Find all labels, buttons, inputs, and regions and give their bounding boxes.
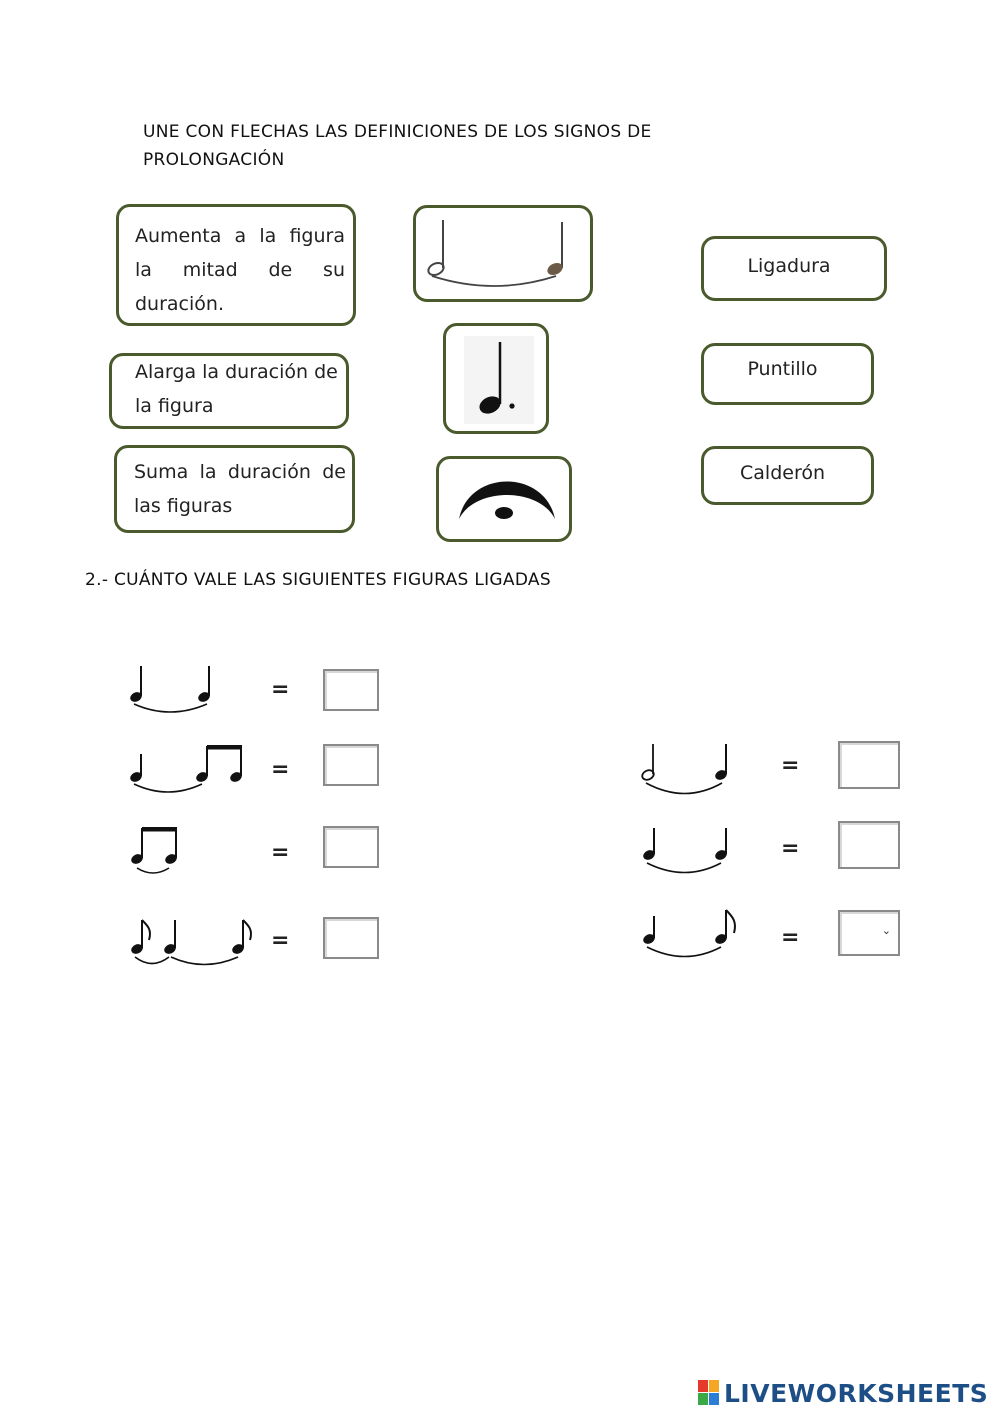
equals-sign: = bbox=[271, 677, 290, 702]
quarter-tied-quarter-icon bbox=[640, 826, 740, 878]
fermata-icon bbox=[439, 459, 575, 545]
symbol-box-dot[interactable] bbox=[443, 323, 549, 434]
answer-box-left-4[interactable] bbox=[323, 917, 379, 959]
instruction-line-1: UNE CON FLECHAS LAS DEFINICIONES DE LOS SIGNOS DE bbox=[143, 122, 652, 142]
eighth-quarter-tied-eighth-icon bbox=[128, 914, 258, 972]
answer-box-right-1[interactable] bbox=[838, 741, 900, 789]
definition-1-line-2: la mitad de su bbox=[135, 259, 345, 281]
half-tied-quarter-icon bbox=[640, 742, 740, 798]
answer-box-left-3[interactable] bbox=[323, 826, 379, 868]
term-puntillo: Puntillo bbox=[747, 358, 818, 380]
equals-sign: = bbox=[271, 757, 290, 782]
definition-1-line-3: duración. bbox=[135, 293, 224, 315]
instruction-line-2: PROLONGACIÓN bbox=[143, 150, 285, 170]
term-box-puntillo[interactable] bbox=[701, 343, 874, 405]
equals-sign: = bbox=[781, 753, 800, 778]
dotted-quarter-note-icon bbox=[446, 326, 552, 437]
equals-sign: = bbox=[271, 928, 290, 953]
equals-sign: = bbox=[781, 925, 800, 950]
equals-sign: = bbox=[781, 836, 800, 861]
definition-2-line-1: Alarga la duración de bbox=[135, 361, 338, 383]
quarter-tied-eighth-icon bbox=[640, 906, 750, 962]
symbol-box-fermata[interactable] bbox=[436, 456, 572, 542]
definition-1-line-1: Aumenta a la figura bbox=[135, 225, 345, 247]
exercise-2-title: 2.- CUÁNTO VALE LAS SIGUIENTES FIGURAS LIGADAS bbox=[85, 570, 551, 590]
liveworksheets-logo bbox=[698, 1378, 988, 1408]
answer-box-right-2[interactable] bbox=[838, 821, 900, 869]
answer-box-left-1[interactable] bbox=[323, 669, 379, 711]
definition-box-3[interactable] bbox=[114, 445, 355, 533]
chevron-down-icon[interactable]: ⌄ bbox=[881, 924, 891, 937]
answer-select-right-3[interactable] bbox=[838, 910, 900, 956]
answer-box-left-2[interactable] bbox=[323, 744, 379, 786]
term-ligadura: Ligadura bbox=[747, 255, 831, 277]
definition-box-1[interactable] bbox=[116, 204, 356, 326]
definition-3-line-1: Suma la duración de bbox=[134, 461, 346, 483]
eighth-pair-icon bbox=[128, 826, 188, 878]
symbol-box-tie[interactable] bbox=[413, 205, 593, 302]
tie-icon bbox=[416, 208, 596, 305]
quarter-tied-quarter-icon bbox=[128, 664, 223, 716]
definition-box-2[interactable] bbox=[109, 353, 349, 429]
definition-3-line-2: las figuras bbox=[134, 495, 233, 517]
term-calderon: Calderón bbox=[740, 462, 825, 484]
term-box-ligadura[interactable] bbox=[701, 236, 887, 301]
equals-sign: = bbox=[271, 840, 290, 865]
quarter-tied-eighth-pair-icon bbox=[128, 744, 248, 796]
definition-2-line-2: la figura bbox=[135, 395, 214, 417]
brand-name: LIVEWORKSHEETS bbox=[724, 1378, 989, 1408]
logo-icon bbox=[698, 1380, 720, 1406]
term-box-calderon[interactable] bbox=[701, 446, 874, 505]
